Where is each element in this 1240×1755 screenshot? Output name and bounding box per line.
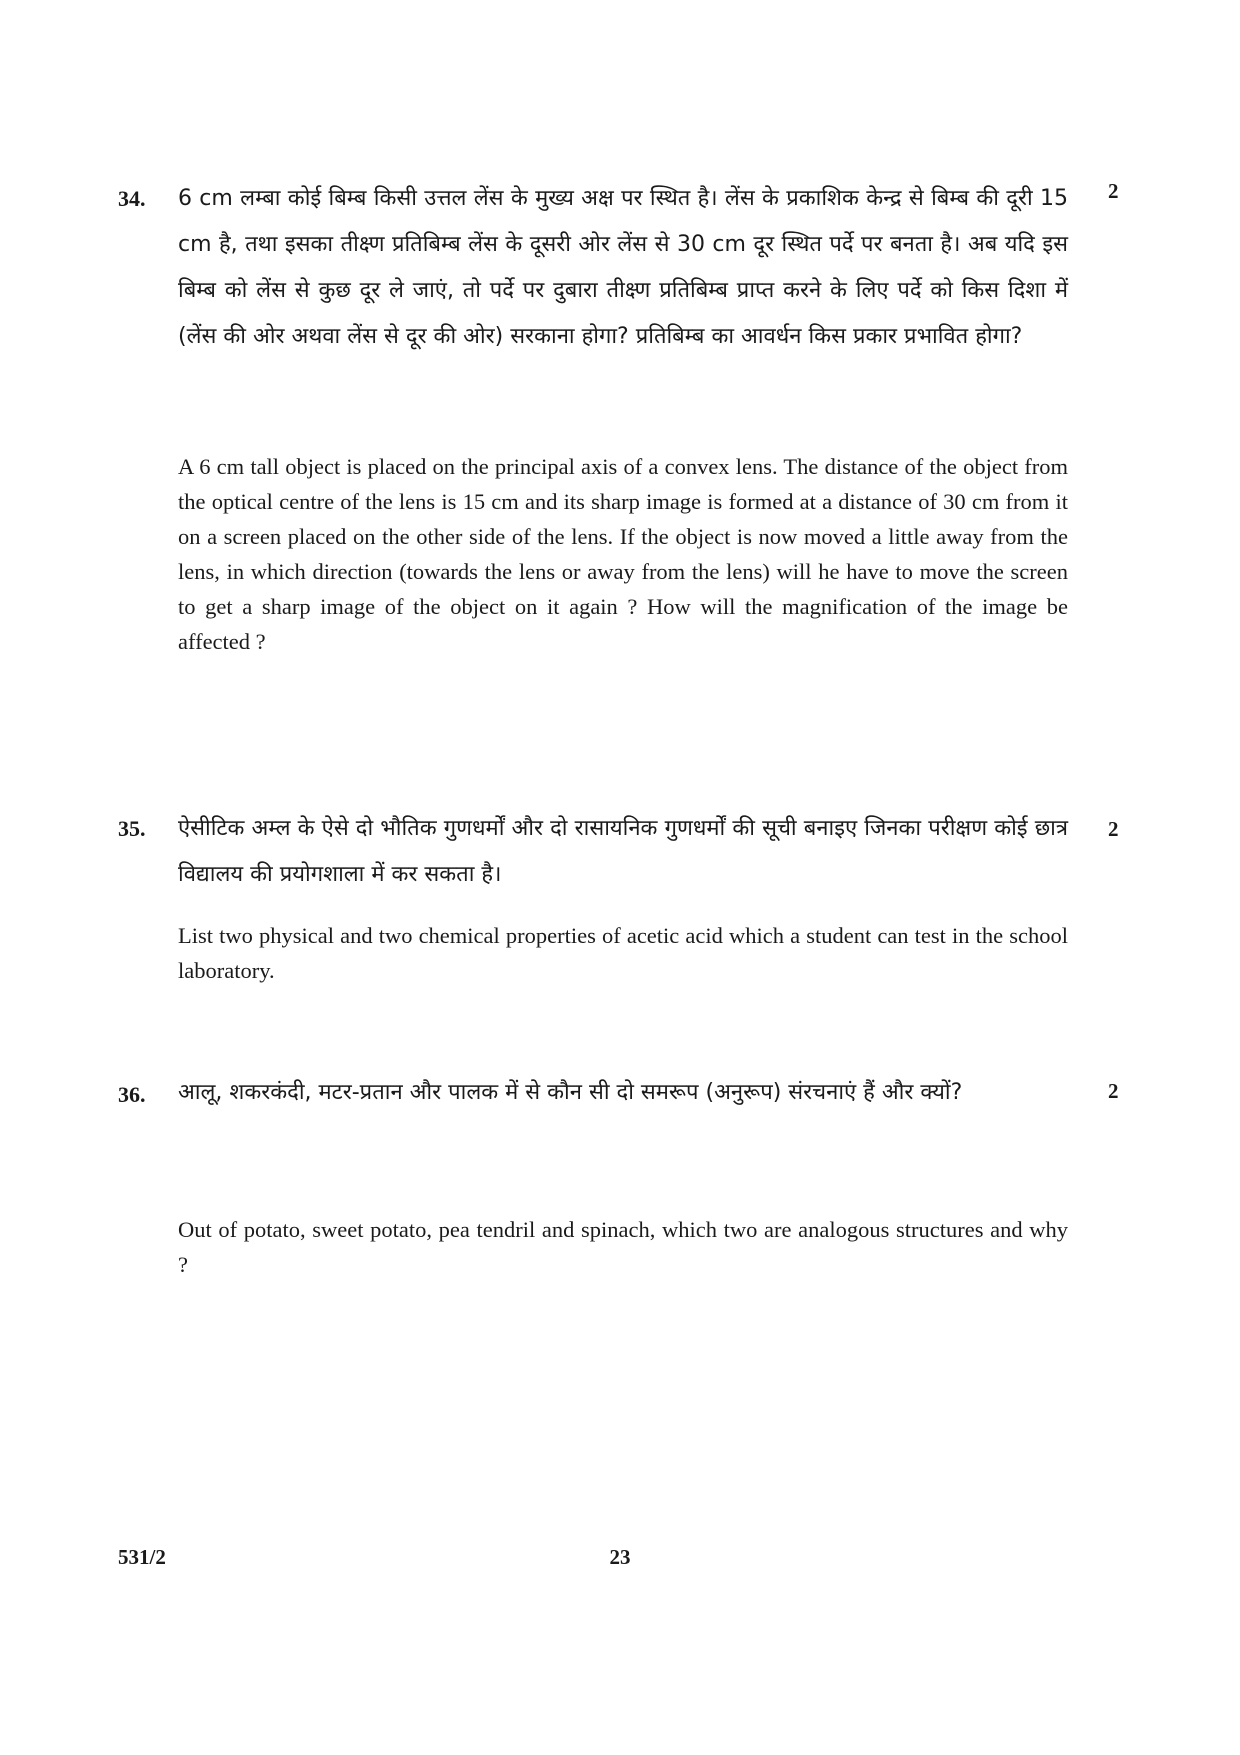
paper-code: 531/2 xyxy=(118,1545,166,1569)
question-text-hindi: 6 cm लम्बा कोई बिम्ब किसी उत्तल लेंस के मुख्य अक्ष पर स्थित है। लेंस के प्रकाशिक केन्द्र से बिम्ब की दूरी 15 cm है, तथा इसका तीक्ष्ण प्रतिबिम्ब लेंस के दूसरी ओर लेंस से 30 cm दूर स्थित पर्दे पर बनता है। अब यदि इस बिम्ब को लेंस से कुछ दूर ले जाएं, तो पर्दे पर दुबारा तीक्ष्ण प्रतिबिम्ब प्राप्त करने के लिए पर्दे को किस दिशा में (लेंस की ओर अथवा लेंस से दूर की ओर) सरकाना होगा? प्रतिबिम्ब का आवर्धन किस प्रकार प्रभावित होगा? xyxy=(178,186,1068,349)
question-number: 34. xyxy=(118,186,146,211)
question-number: 35. xyxy=(118,816,146,841)
question-marks: 2 xyxy=(1108,1079,1119,1103)
question-marks: 2 xyxy=(1108,817,1119,841)
page-number: 23 xyxy=(609,1545,631,1569)
question-text-hindi: आलू, शकरकंदी, मटर-प्रतान और पालक में से कौन सी दो समरूप (अनुरूप) संरचनाएं हैं और क्यों? xyxy=(178,1080,963,1105)
question-text-english: List two physical and two chemical properties of acetic acid which a student can test in the school laboratory. xyxy=(178,923,1068,983)
question-text-hindi: ऐसीटिक अम्ल के ऐसे दो भौतिक गुणधर्मों और दो रासायनिक गुणधर्मों की सूची बनाइए जिनका परीक्षण कोई छात्र विद्यालय की प्रयोगशाला में कर सकता है। xyxy=(178,816,1068,887)
question-marks: 2 xyxy=(1108,179,1119,203)
question-number: 36. xyxy=(118,1082,146,1107)
question-text-english: A 6 cm tall object is placed on the principal axis of a convex lens. The distance of the object from the optical centre of the lens is 15 cm and its sharp image is formed at a distance of 30 cm from it on a screen placed on the other side of the lens. If the object is now moved a little away from the lens, in which direction (towards the lens or away from the lens) will he have to move the screen to get a sharp image of the object on it again ? How will the magnification of the image be affected ? xyxy=(178,454,1068,654)
question-text-english: Out of potato, sweet potato, pea tendril and spinach, which two are analogous structures and why ? xyxy=(178,1217,1068,1277)
